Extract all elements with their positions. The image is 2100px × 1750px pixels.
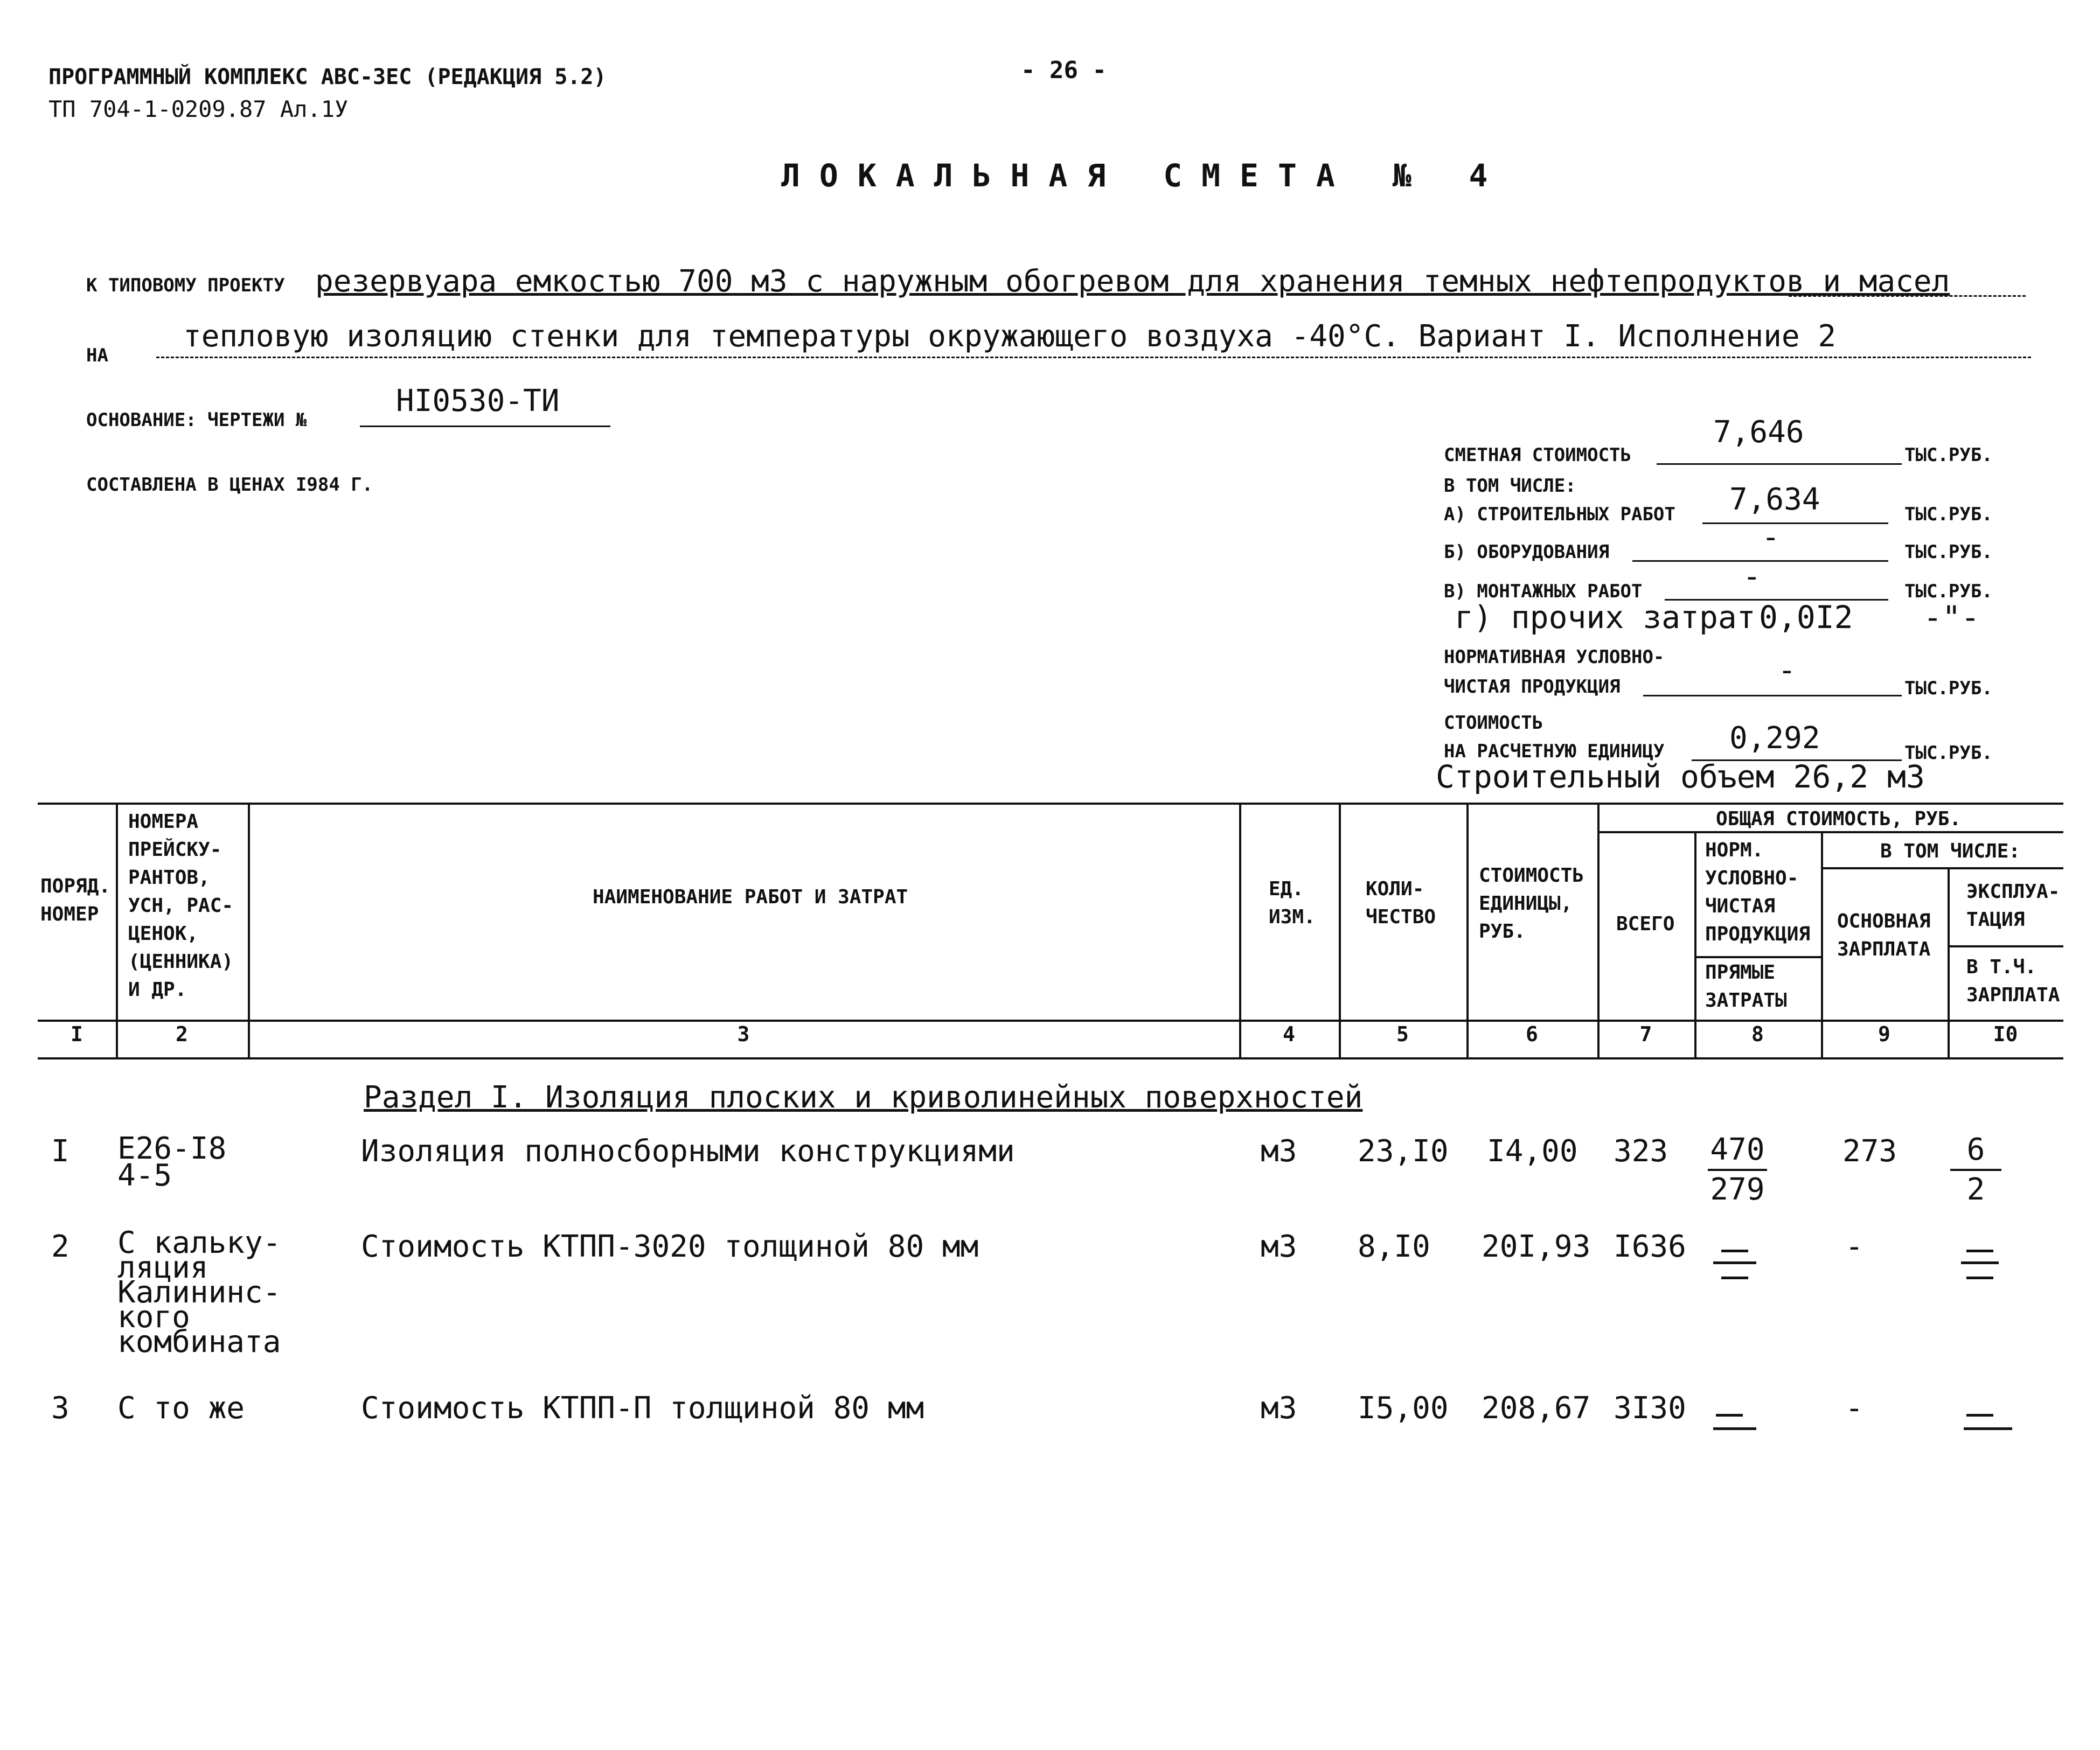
dash-mark — [1721, 1250, 1748, 1252]
row-unit-cost: 20I,93 — [1482, 1229, 1591, 1264]
header-unit: ЕД. ИЗМ. — [1269, 878, 1316, 928]
col-number: 6 — [1526, 1022, 1538, 1046]
row-num: 2 — [51, 1229, 69, 1264]
row-norm-bottom: 279 — [1710, 1172, 1765, 1207]
row-unit-cost: 208,67 — [1482, 1391, 1591, 1426]
program-name: ПРОГРАММНЫЙ КОМПЛЕКС АВС-ЗЕС (РЕДАКЦИЯ 5.2) — [48, 65, 607, 89]
dash-mark — [1716, 1414, 1743, 1417]
basis-value: НI0530-ТИ — [396, 384, 560, 419]
unit-cost-label-1: СТОИМОСТЬ — [1444, 712, 1543, 734]
col-divider — [1239, 803, 1241, 1057]
row-unit: м3 — [1261, 1391, 1297, 1426]
row-norm-fraction — [1708, 1131, 1767, 1209]
norm-value: - — [1778, 653, 1796, 688]
norm-line — [1643, 695, 1902, 696]
row-unit: м3 — [1261, 1134, 1297, 1169]
col-divider — [1466, 803, 1469, 1057]
col-divider — [116, 803, 118, 1057]
prices-note: СОСТАВЛЕНА В ЦЕНАХ I984 Г. — [86, 474, 373, 496]
building-volume: Строительный объем 26,2 м3 — [1436, 758, 1925, 795]
header-num: ПОРЯД. НОМЕР — [40, 875, 111, 925]
dash-mark — [1721, 1277, 1748, 1279]
g-unit: -"- — [1923, 599, 1980, 636]
header-salary: ОСНОВНАЯ ЗАРПЛАТА — [1837, 910, 1931, 960]
currency: ТЫС.РУБ. — [1904, 444, 1993, 466]
row-qty: 8,I0 — [1358, 1229, 1430, 1264]
col-number: I — [71, 1022, 83, 1046]
header-operation: ЭКСПЛУА- ТАЦИЯ — [1966, 881, 2060, 931]
unit-cost-label-2: НА РАСЧЕТНУЮ ЕДИНИЦУ — [1444, 741, 1665, 762]
on-label: НА — [86, 345, 108, 366]
header-bottom-border — [38, 1020, 2063, 1022]
table-top-border — [38, 803, 2063, 805]
row-op-bottom: 2 — [1966, 1172, 1985, 1207]
row-total: I636 — [1614, 1229, 1686, 1264]
header-total: ВСЕГО — [1616, 913, 1675, 935]
col-number: 9 — [1878, 1022, 1890, 1046]
row-salary: - — [1845, 1229, 1863, 1264]
a-line — [1702, 522, 1888, 524]
unit-cost-value: 0,292 — [1729, 721, 1820, 756]
to-project-value: резервуара емкостью 700 м3 с наружным обогревом для хранения темных нефтепродуктов и масел — [315, 264, 1950, 299]
a-label: А) СТРОИТЕЛЬНЫХ РАБОТ — [1444, 504, 1675, 525]
cost-label: СМЕТНАЯ СТОИМОСТЬ — [1444, 444, 1631, 466]
b-value: - — [1762, 520, 1780, 555]
row-code: С то же — [117, 1391, 245, 1426]
row-code: Е26-I8 4-5 — [117, 1131, 227, 1193]
currency: ТЫС.РУБ. — [1904, 581, 1993, 602]
header-op-salary: В Т.Ч. ЗАРПЛАТА — [1966, 956, 2060, 1006]
row-num: I — [51, 1134, 69, 1169]
document-title: ЛОКАЛЬНАЯ СМЕТА № 4 — [781, 157, 1507, 194]
row-code: С кальку- ляция Калининс- кого комбината — [117, 1225, 281, 1359]
g-label: г) прочих затрат — [1455, 599, 1756, 636]
header-unit-cost: СТОИМОСТЬ ЕДИНИЦЫ, РУБ. — [1479, 864, 1584, 943]
row-salary: - — [1845, 1391, 1863, 1426]
on-value: тепловую изоляцию стенки для температуры окружающего воздуха -40°С. Вариант I. Исполнение 2 — [183, 319, 1837, 354]
row-num: 3 — [51, 1391, 69, 1426]
row-unit: м3 — [1261, 1229, 1297, 1264]
col-number: 3 — [737, 1022, 750, 1046]
v-value: - — [1743, 559, 1761, 594]
row-name: Изоляция полносборными конструкциями — [361, 1134, 1015, 1169]
currency: ТЫС.РУБ. — [1904, 504, 1993, 525]
currency: ТЫС.РУБ. — [1904, 678, 1993, 699]
row-qty: 23,I0 — [1358, 1134, 1449, 1169]
col-divider — [248, 803, 250, 1057]
on-line — [156, 357, 2031, 358]
currency: ТЫС.РУБ. — [1904, 541, 1993, 563]
to-project-line — [1789, 295, 2026, 297]
project-code: ТП 704-1-0209.87 Ал.1У — [48, 96, 349, 122]
colnum-bottom-border — [38, 1057, 2063, 1059]
col-number: 8 — [1751, 1022, 1764, 1046]
cost-value: 7,646 — [1713, 415, 1804, 450]
row-unit-cost: I4,00 — [1487, 1134, 1578, 1169]
row-total: 323 — [1614, 1134, 1668, 1169]
header-direct: ПРЯМЫЕ ЗАТРАТЫ — [1705, 961, 1787, 1012]
col-divider — [1597, 803, 1600, 1057]
basis-label: ОСНОВАНИЕ: ЧЕРТЕЖИ № — [86, 409, 307, 431]
header-name: НАИМЕНОВАНИЕ РАБОТ И ЗАТРАТ — [593, 886, 908, 908]
b-label: Б) ОБОРУДОВАНИЯ — [1444, 541, 1610, 563]
op-divider — [1948, 945, 2063, 947]
header-codes: НОМЕРА ПРЕЙСКУ- РАНТОВ, УСН, РАС- ЦЕНОК, (ЦЕННИКА) И ДР. — [128, 811, 234, 1001]
col-number: 5 — [1396, 1022, 1409, 1046]
to-project-label: К ТИПОВОМУ ПРОЕКТУ — [86, 275, 285, 296]
col-number: 2 — [176, 1022, 188, 1046]
col-number: 4 — [1283, 1022, 1295, 1046]
cost-line — [1657, 463, 1902, 465]
header-including: В ТОМ ЧИСЛЕ: — [1880, 840, 2021, 862]
row-op-fraction — [1950, 1131, 2001, 1209]
row-name: Стоимость КТПП-П толщиной 80 мм — [361, 1391, 924, 1426]
fraction-bar — [1713, 1261, 1756, 1264]
row-salary: 273 — [1842, 1134, 1897, 1169]
header-total-group: ОБЩАЯ СТОИМОСТЬ, РУБ. — [1716, 808, 1962, 830]
g-value: 0,0I2 — [1759, 599, 1853, 636]
norm-label-1: НОРМАТИВНАЯ УСЛОВНО- — [1444, 646, 1665, 668]
row-op-top: 6 — [1950, 1131, 2001, 1171]
norm-label-2: ЧИСТАЯ ПРОДУКЦИЯ — [1444, 676, 1621, 698]
currency: ТЫС.РУБ. — [1904, 742, 1993, 764]
page-number: - 26 - — [1021, 57, 1107, 84]
row-qty: I5,00 — [1358, 1391, 1449, 1426]
fraction-bar — [1964, 1427, 2012, 1430]
header-qty: КОЛИ- ЧЕСТВО — [1366, 878, 1436, 928]
dash-mark — [1966, 1250, 1993, 1252]
fraction-bar — [1961, 1261, 1999, 1264]
norm-divider — [1694, 956, 1821, 958]
row-total: 3I30 — [1614, 1391, 1686, 1426]
row-name: Стоимость КТПП-3020 толщиной 80 мм — [361, 1229, 979, 1264]
v-label: В) МОНТАЖНЫХ РАБОТ — [1444, 581, 1643, 602]
row-norm-top: 470 — [1708, 1131, 1767, 1171]
dash-mark — [1966, 1277, 1993, 1279]
including-divider — [1821, 867, 2063, 869]
col-number: I0 — [1993, 1022, 2018, 1046]
header-norm: НОРМ. УСЛОВНО- ЧИСТАЯ ПРОДУКЦИЯ — [1705, 839, 1811, 945]
a-value: 7,634 — [1729, 482, 1820, 517]
col-number: 7 — [1639, 1022, 1652, 1046]
dash-mark — [1966, 1414, 1993, 1417]
fraction-bar — [1713, 1427, 1756, 1430]
including-label: В ТОМ ЧИСЛЕ: — [1444, 475, 1576, 497]
section-title: Раздел I. Изоляция плоских и криволинейных поверхностей — [364, 1080, 1363, 1115]
col-divider — [1339, 803, 1341, 1057]
basis-line — [360, 426, 610, 427]
